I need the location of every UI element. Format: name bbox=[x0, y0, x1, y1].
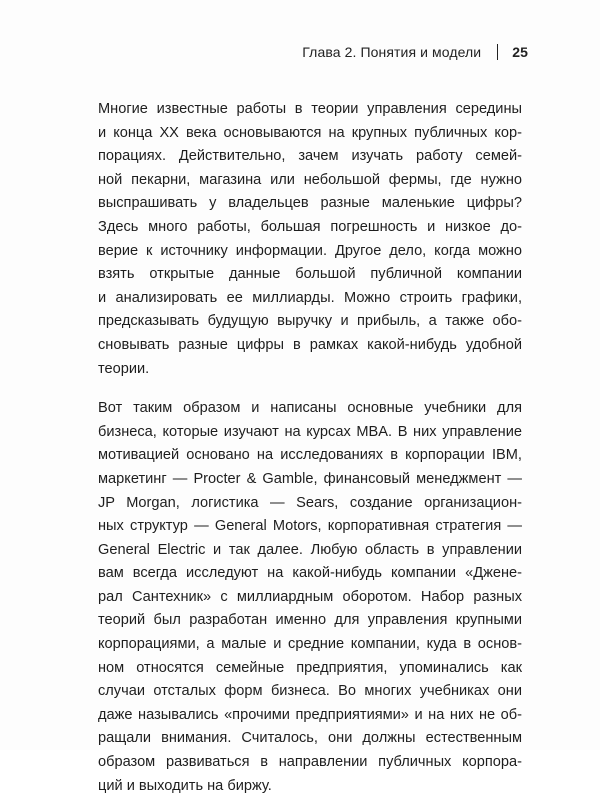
text-line: ращали внимания. Считалось, они должны естественным bbox=[98, 730, 522, 747]
text-line: маркетинг — Procter & Gamble, финансовый менеджмент — bbox=[98, 470, 522, 487]
text-line: выспрашивать у владельцев разные маленькие цифры? bbox=[98, 195, 522, 212]
text-line: теорий был разработан именно для управления крупными bbox=[98, 612, 522, 629]
paragraph-gap bbox=[98, 381, 522, 397]
text-line: порациях. Действительно, зачем изучать работу семей- bbox=[98, 148, 522, 165]
text-line: и анализировать ее миллиарды. Можно строить графики, bbox=[98, 289, 522, 306]
text-line: предсказывать будущую выручку и прибыль, а также обо- bbox=[98, 313, 522, 330]
text-line: вам всегда исследуют на какой-нибудь компании «Дженe- bbox=[98, 565, 522, 582]
text-line: Здесь много работы, большая погрешность и низкое до- bbox=[98, 218, 522, 235]
chapter-title: Глава 2. Понятия и модели bbox=[302, 44, 482, 60]
text-line: образом развиваться в направлении публичных корпора- bbox=[98, 754, 522, 771]
text-line: теории. bbox=[98, 360, 150, 377]
text-line: General Electric и так далее. Любую область в управлении bbox=[98, 541, 522, 558]
text-line: JP Morgan, логистика — Sears, создание организацион- bbox=[98, 494, 522, 511]
text-line: ных структур — General Motors, корпоративная стратегия — bbox=[98, 518, 522, 535]
body-text bbox=[98, 98, 522, 798]
text-line: Вот таким образом и написаны основные учебники для bbox=[98, 400, 522, 417]
text-line: сновывать разные цифры в рамках какой-нибудь удобной bbox=[98, 336, 522, 353]
paragraph-2 bbox=[98, 397, 522, 798]
text-line: и конца XX века основываются на крупных публичных кор- bbox=[98, 124, 522, 141]
running-header bbox=[302, 44, 528, 60]
text-line: ной пекарни, магазина или небольшой фермы, где нужно bbox=[98, 171, 522, 188]
text-line: корпорациями, а малые и средние компании, куда в основ- bbox=[98, 636, 522, 653]
text-line: бизнеса, которые изучают на курсах MBA. В них управление bbox=[98, 423, 522, 440]
header-divider bbox=[497, 44, 498, 60]
text-line: ном относятся семейные предприятия, упоминались как bbox=[98, 659, 522, 676]
text-line: ций и выходить на биржу. bbox=[98, 777, 272, 794]
text-line: взять открытые данные большой публичной компании bbox=[98, 266, 522, 283]
text-line: рал Сантехник» с миллиардным оборотом. Набор разных bbox=[98, 588, 522, 605]
text-line: Многие известные работы в теории управления середины bbox=[98, 101, 522, 117]
text-line: даже назывались «прочими предприятиями» и на них не об- bbox=[98, 706, 522, 723]
text-line: мотивацией основано на исследованиях в корпорации IBM, bbox=[98, 447, 522, 464]
page-number: 25 bbox=[512, 44, 528, 60]
text-line: случаи отсталых форм бизнеса. Во многих учебниках они bbox=[98, 683, 522, 700]
paragraph-1 bbox=[98, 98, 522, 381]
text-line: верие к источнику информации. Другое дело, когда можно bbox=[98, 242, 522, 259]
